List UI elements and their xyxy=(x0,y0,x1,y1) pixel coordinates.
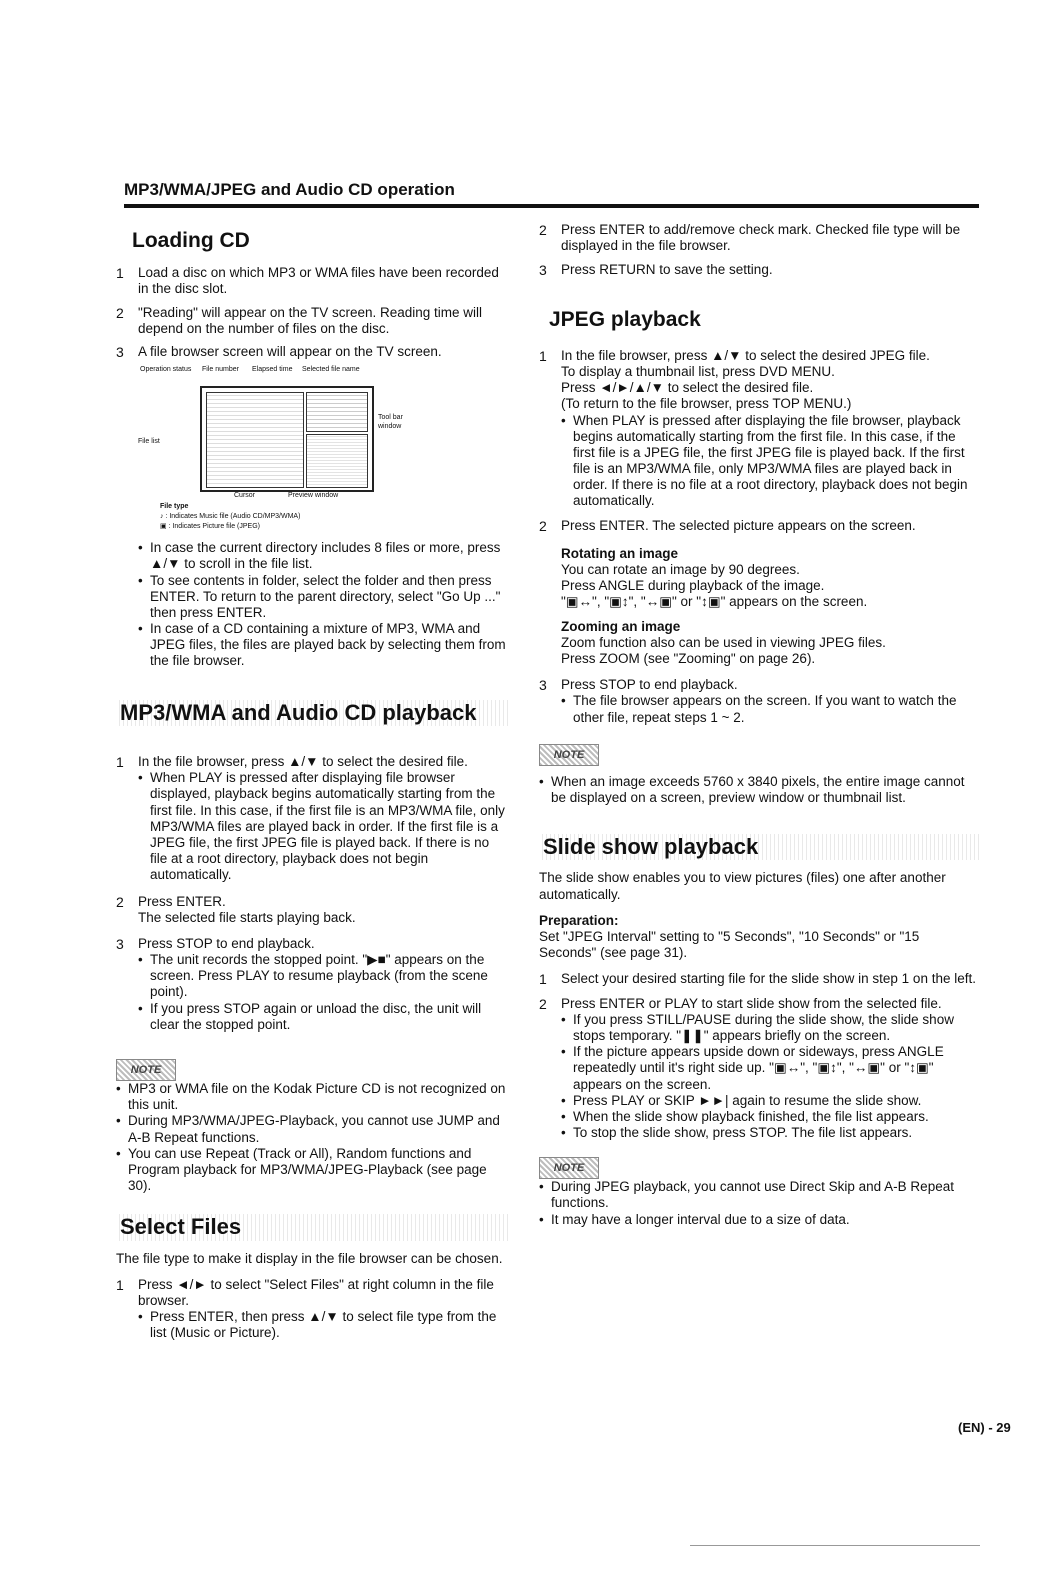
jpeg-step-1: 1 In the file browser, press ▲/▼ to select the desired JPEG file. To display a thumbnail list, press DVD MENU. Press ◄/►/▲/▼ to select the desired file. (To return to the file browser, press TOP MENU.) • When PLAY is pressed after displaying the file browser, playback begins automatically starting from the first file. In this case, if the first file is a JPEG file, the first JPEG file is played back. If the first file is an MP3/WMA file, only MP3/WMA files are played back in order. If there is no file at a root directory, playback does not begin automatically. xyxy=(539,348,979,510)
mp3-note-3: • You can use Repeat (Track or All), Random functions and Program playback for MP3/WMA/JPEG-Playback (see page 30). xyxy=(116,1146,509,1195)
jpeg-step-3: 3 Press STOP to end playback. • The file browser appears on the screen. If you want to watch the other file, repeat steps 1 ~ 2. xyxy=(539,677,979,726)
jpeg-note xyxy=(539,744,979,806)
note-icon: NOTE xyxy=(116,1059,176,1081)
rotate-heading: Rotating an image xyxy=(561,545,679,561)
mp3-step-1-text: In the file browser, press ▲/▼ to select the desired file. xyxy=(138,754,468,770)
loading-step-2-text: "Reading" will appear on the TV screen. Reading time will depend on the number of files on the disc. xyxy=(138,304,483,336)
label-operation-status: Operation status xyxy=(140,366,192,374)
preview-window xyxy=(306,434,368,488)
slide-note xyxy=(539,1157,979,1228)
jpeg-step-1-text: In the file browser, press ▲/▼ to select the desired JPEG file. xyxy=(561,347,930,363)
bottom-rule xyxy=(690,1545,980,1546)
mp3-step-3-bullet-1: • The unit records the stopped point. "▶■" appears on the screen. Press PLAY to resume playback (from the scene point). xyxy=(138,952,509,1001)
rotate-line-1: You can rotate an image by 90 degrees. xyxy=(561,562,800,577)
slide-step-2: 2 Press ENTER or PLAY to start slide show from the selected file. • If you press STILL/PAUSE during the slide show, the slide show stops temporary. "❚❚" appears briefly on the screen. • If the picture appears upside down or sideways, press ANGLE repeatedly until it's right side up. "▣↔", "▣↕", "↔▣" or "↕▣" appears on the screen. • Press PLAY or SKIP ►►| again to resume the slide show. • When the slide show playback finished, the file list appears. • To stop the slide show, press STOP. The file list appears. xyxy=(539,996,979,1142)
file-browser-figure xyxy=(138,364,438,534)
slide-bullet-1: • If you press STILL/PAUSE during the slide show, the slide show stops temporary. "❚❚" appears briefly on the screen. xyxy=(561,1012,979,1044)
jpeg-note-1: • When an image exceeds 5760 x 3840 pixels, the entire image cannot be displayed on a screen, preview window or thumbnail list. xyxy=(539,774,979,806)
right-column xyxy=(539,222,979,1228)
slide-note-1: • During JPEG playback, you cannot use Direct Skip and A-B Repeat functions. xyxy=(539,1179,979,1211)
select-step-1-text: Press ◄/► to select "Select Files" at right column in the file browser. xyxy=(138,1276,494,1309)
zoom-line-1: Zoom function also can be used in viewing JPEG files. xyxy=(561,634,886,650)
section-title: MP3/WMA/JPEG and Audio CD operation xyxy=(124,180,455,199)
header-rule xyxy=(124,204,979,208)
jpeg-step-1-b: Press ◄/►/▲/▼ to select the desired file. xyxy=(561,380,814,396)
music-file-row xyxy=(160,513,300,521)
label-elapsed-time: Elapsed time xyxy=(252,366,293,374)
label-toolbar-window: Tool bar window xyxy=(378,414,403,430)
loading-step-1-text: Load a disc on which MP3 or WMA files have been recorded in the disc slot. xyxy=(138,265,499,297)
mp3-wma-heading: MP3/WMA and Audio CD playback xyxy=(116,700,509,726)
slide-bullet-2: • If the picture appears upside down or sideways, press ANGLE repeatedly until it's right side up. "▣↔", "▣↕", "↔▣" or "↕▣" appears on the screen. xyxy=(561,1044,979,1093)
label-cursor: Cursor xyxy=(234,492,256,500)
label-selected-file-name: Selected file name xyxy=(302,366,360,374)
slide-intro: The slide show enables you to view pictures (files) one after another automatically. xyxy=(539,870,946,902)
slide-note-2: • It may have a longer interval due to a size of data. xyxy=(539,1212,979,1228)
select-step-2-text: Press ENTER to add/remove check mark. Checked file type will be displayed in the file browser. xyxy=(561,222,961,254)
mp3-note xyxy=(116,1059,509,1194)
slide-bullet-3: • Press PLAY or SKIP ►►| again to resume the slide show. xyxy=(561,1093,979,1109)
mp3-step-3-text: Press STOP to end playback. xyxy=(138,935,315,951)
jpeg-step-3-text: Press STOP to end playback. xyxy=(561,677,738,693)
mp3-step-3: 3 Press STOP to end playback. • The unit records the stopped point. "▶■" appears on the screen. Press PLAY to resume playback (from the scene point). • If you press STOP again or unload the disc, the unit will clear the stopped point. xyxy=(116,936,509,1033)
label-preview-window: Preview window xyxy=(288,492,339,500)
browser-screen xyxy=(200,386,374,492)
slide-bullet-5: • To stop the slide show, press STOP. The file list appears. xyxy=(561,1125,979,1141)
loading-bullet-1: • In case the current directory includes 8 files or more, press ▲/▼ to scroll in the file list. xyxy=(138,540,509,572)
loading-bullet-3: • In case of a CD containing a mixture of MP3, WMA and JPEG files, the files are played back by selecting them from the file browser. xyxy=(138,621,509,670)
loading-step-3: 3 A file browser screen will appear on the TV screen. xyxy=(116,343,442,360)
rotate-line-3: "▣↔", "▣↕", "↔▣" or "↕▣" appears on the screen. xyxy=(561,594,868,610)
note-icon: NOTE xyxy=(539,1157,599,1179)
loading-step-1: 1 Load a disc on which MP3 or WMA files have been recorded in the disc slot. xyxy=(116,265,499,297)
mp3-note-2: • During MP3/WMA/JPEG-Playback, you cannot use JUMP and A-B Repeat functions. xyxy=(116,1113,509,1145)
file-list-window xyxy=(206,392,304,488)
slide-step-1: 1 Select your desired starting file for the slide show in step 1 on the left. xyxy=(539,971,976,988)
jpeg-heading: JPEG playback xyxy=(549,307,701,331)
slide-step-1-text: Select your desired starting file for the slide show in step 1 on the left. xyxy=(561,971,976,987)
select-files-intro: The file type to make it display in the file browser can be chosen. xyxy=(116,1250,503,1266)
select-step-3: 3 Press RETURN to save the setting. xyxy=(539,262,773,279)
page-number: (EN) - 29 xyxy=(958,1420,1011,1435)
select-step-1: 1 Press ◄/► to select "Select Files" at right column in the file browser. • Press ENTER, then press ▲/▼ to select file type from the list (Music or Picture). xyxy=(116,1277,509,1342)
label-music-file: : Indicates Music file (Audio CD/MP3/WMA) xyxy=(165,513,301,521)
label-file-number: File number xyxy=(202,366,239,374)
loading-cd-heading: Loading CD xyxy=(132,229,250,252)
jpeg-step-3-bullet: • The file browser appears on the screen. If you want to watch the other file, repeat steps 1 ~ 2. xyxy=(561,693,979,725)
music-note-icon: ♪ xyxy=(160,513,164,521)
mp3-step-2-desc: The selected file starts playing back. xyxy=(138,909,356,925)
jpeg-step-1-bullet: • When PLAY is pressed after displaying the file browser, playback begins automatically starting from the first file. In this case, if the first file is a JPEG file, the first JPEG file is played back. If the first file is an MP3/WMA file, only MP3/WMA files are played back in order. If there is no file at a root directory, playback does not begin automatically. xyxy=(561,413,979,510)
zoom-heading: Zooming an image xyxy=(561,618,681,634)
loading-bullet-2: • To see contents in folder, select the folder and then press ENTER. To return to the parent directory, select "Go Up ..." then press ENTER. xyxy=(138,573,509,622)
slide-bullet-4: • When the slide show playback finished, the file list appears. xyxy=(561,1109,979,1125)
jpeg-step-2-text: Press ENTER. The selected picture appears on the screen. xyxy=(561,517,916,533)
label-picture-file: : Indicates Picture file (JPEG) xyxy=(168,523,260,531)
select-step-3-text: Press RETURN to save the setting. xyxy=(561,262,773,278)
mp3-step-2: 2 Press ENTER. The selected file starts playing back. xyxy=(116,894,509,926)
mp3-step-3-bullet-2: • If you press STOP again or unload the disc, the unit will clear the stopped point. xyxy=(138,1001,509,1033)
select-step-2: 2 Press ENTER to add/remove check mark. Checked file type will be displayed in the file browser. xyxy=(539,222,961,254)
zoom-line-2: Press ZOOM (see "Zooming" on page 26). xyxy=(561,650,816,666)
mp3-note-1: • MP3 or WMA file on the Kodak Picture CD is not recognized on this unit. xyxy=(116,1081,509,1113)
select-step-1-bullet: • Press ENTER, then press ▲/▼ to select file type from the list (Music or Picture). xyxy=(138,1309,509,1341)
label-file-type: File type xyxy=(160,503,189,511)
slide-step-2-text: Press ENTER or PLAY to start slide show from the selected file. xyxy=(561,995,942,1011)
slide-show-heading: Slide show playback xyxy=(539,834,979,860)
rotate-line-2: Press ANGLE during playback of the image. xyxy=(561,578,825,594)
picture-file-icon: ▣ xyxy=(160,523,167,531)
preparation-text: Set "JPEG Interval" setting to "5 Seconds", "10 Seconds" or "15 Seconds" (see page 31). xyxy=(539,929,920,961)
select-files-heading: Select Files xyxy=(116,1214,509,1240)
jpeg-step-1-c: (To return to the file browser, press TOP MENU.) xyxy=(561,396,852,412)
note-icon: NOTE xyxy=(539,744,599,766)
mp3-step-1-bullet: • When PLAY is pressed after displaying file browser displayed, playback begins automatically starting from the first file. In this case, if the first file is an MP3/WMA file, only MP3/WMA files are played back in order. If the first file is a JPEG file, the first JPEG file is played back. If there is no file at a root directory, playback does not begin automatically. xyxy=(138,770,509,883)
left-column xyxy=(116,222,509,1342)
toolbar-window xyxy=(306,392,368,432)
picture-file-row xyxy=(160,523,260,531)
loading-step-3-text: A file browser screen will appear on the TV screen. xyxy=(138,343,442,359)
jpeg-step-2: 2 Press ENTER. The selected picture appears on the screen. Rotating an image You can rotate an image by 90 degrees. Press ANGLE during playback of the image. "▣↔", "▣↕", "↔▣" or "↕▣" appears on the screen. Zooming an image Zoom function also can be used in viewing JPEG files. Press ZOOM (see "Zooming" on page 26). xyxy=(539,518,979,668)
jpeg-step-1-a: To display a thumbnail list, press DVD MENU. xyxy=(561,363,835,379)
mp3-step-1: 1 In the file browser, press ▲/▼ to select the desired file. • When PLAY is pressed after displaying file browser displayed, playback begins automatically starting from the first file. In this case, if the first file is an MP3/WMA file, only MP3/WMA files are played back in order. If the first file is a JPEG file, the first JPEG file is played back. If there is no file at a root directory, playback does not begin automatically. xyxy=(116,754,509,884)
loading-step-2: 2 "Reading" will appear on the TV screen. Reading time will depend on the number of files on the disc. xyxy=(116,304,483,336)
preparation-heading: Preparation: xyxy=(539,912,619,928)
mp3-step-2-text: Press ENTER. xyxy=(138,893,226,909)
label-file-list: File list xyxy=(138,438,160,446)
